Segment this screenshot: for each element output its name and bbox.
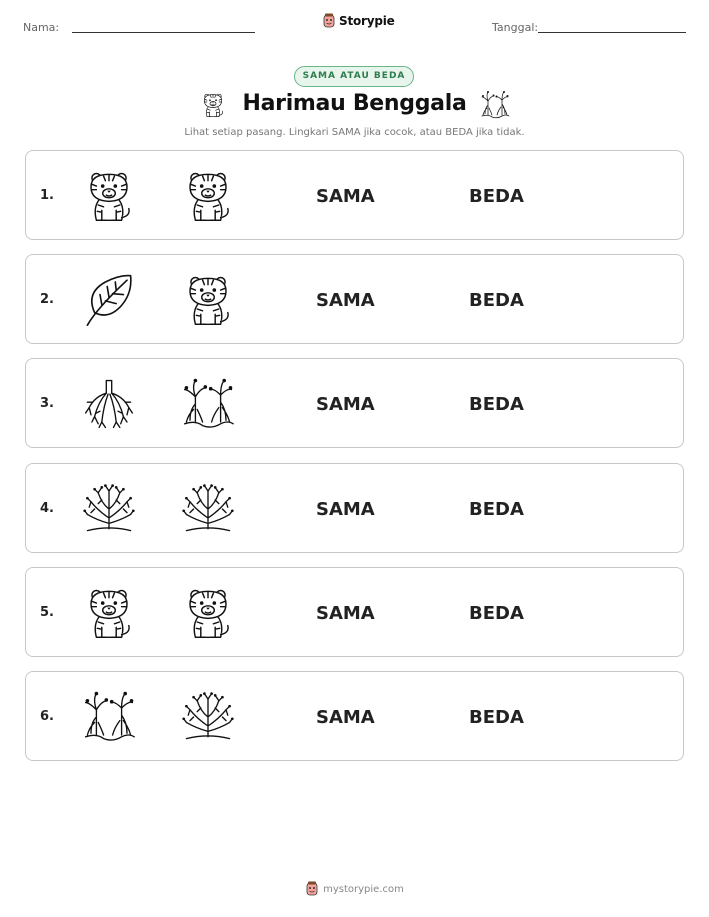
row-number: 3. [40,396,54,411]
bush-icon [181,482,235,536]
different-option[interactable]: BEDA [469,707,524,728]
name-label: Nama: [23,21,60,34]
exercise-row [25,150,684,240]
row-number: 1. [40,188,54,203]
worksheet-badge: SAMA ATAU BEDA [294,66,414,87]
bush-icon [181,690,235,744]
same-option[interactable]: SAMA [316,499,375,520]
mangrove-icon [181,377,235,431]
exercise-row [25,671,684,761]
exercise-row [25,358,684,448]
different-option[interactable]: BEDA [469,290,524,311]
row-number: 6. [40,709,54,724]
leaf-icon [82,273,136,327]
date-field[interactable] [538,32,686,33]
different-option[interactable]: BEDA [469,186,524,207]
same-option[interactable]: SAMA [316,186,375,207]
exercise-row [25,463,684,553]
mangrove-title-icon [479,90,511,124]
different-option[interactable]: BEDA [469,603,524,624]
storypie-mascot-icon [305,881,319,897]
exercise-row [25,254,684,344]
row-number: 2. [40,292,54,307]
mangrove-icon [82,690,136,744]
tiger-icon [82,586,136,640]
different-option[interactable]: BEDA [469,394,524,415]
brand-name: Storypie [339,14,395,28]
same-option[interactable]: SAMA [316,290,375,311]
tiger-icon [181,273,235,327]
name-field[interactable] [72,32,255,33]
instructions: Lihat setiap pasang. Lingkari SAMA jika cocok, atau BEDA jika tidak. [184,127,525,138]
exercise-row [25,567,684,657]
storypie-mascot-icon [322,13,336,29]
date-label: Tanggal: [492,21,539,34]
bush-icon [82,482,136,536]
footer [0,881,709,897]
roots-icon [82,377,136,431]
row-number: 4. [40,501,54,516]
footer-url[interactable]: mystorypie.com [323,883,404,895]
same-option[interactable]: SAMA [316,394,375,415]
different-option[interactable]: BEDA [469,499,524,520]
row-number: 5. [40,605,54,620]
same-option[interactable]: SAMA [316,707,375,728]
tiger-icon [82,169,136,223]
tiger-icon [181,169,235,223]
same-option[interactable]: SAMA [316,603,375,624]
brand [322,13,395,29]
tiger-icon [181,586,235,640]
worksheet-title: Harimau Benggala [242,91,467,116]
